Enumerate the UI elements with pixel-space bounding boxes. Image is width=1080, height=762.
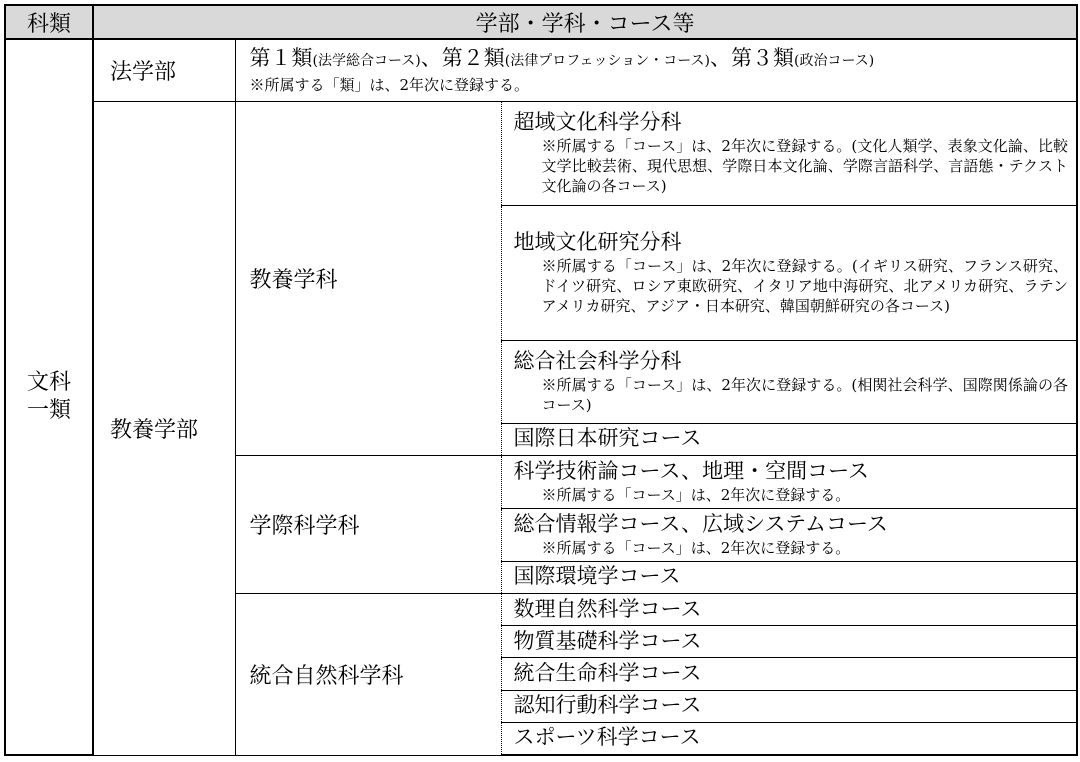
law-note: ※所属する「類」は、2年次に登録する。 — [249, 76, 530, 95]
course-cell — [501, 423, 1077, 455]
course-title: 超域文化科学分科 — [513, 110, 682, 135]
course-title: 総合社会科学分科 — [513, 348, 682, 373]
course-cell — [501, 626, 1077, 658]
department-cell: 学際科学科 — [235, 455, 501, 593]
law-row — [5, 39, 1077, 101]
law-group-course: (法律プロフェッション・コース) — [504, 53, 710, 70]
course-title: スポーツ科学コース — [513, 725, 701, 750]
category-cell — [5, 39, 93, 755]
course-note: ※所属する「コース」は、2年次に登録する。 — [541, 485, 851, 504]
law-groups — [250, 44, 1069, 75]
course-cell — [501, 561, 1077, 593]
law-group-name: 、第３類 — [709, 46, 794, 71]
category-label: 文科 一類 — [26, 370, 71, 424]
course-cell — [501, 594, 1077, 626]
header-category: 科類 — [5, 5, 93, 39]
header-units: 学部・学科・コース等 — [93, 5, 1077, 39]
course-title: 物質基礎科学コース — [513, 628, 702, 653]
department-cell: 統合自然科学科 — [235, 594, 501, 755]
course-cell — [501, 690, 1077, 722]
course-cell — [501, 658, 1077, 690]
course-cell — [501, 102, 1077, 206]
course-cell — [501, 508, 1077, 561]
faculty-liberal-arts: 教養学部 — [93, 102, 235, 755]
course-note: ※所属する「コース」は、2年次に登録する。 — [541, 538, 851, 557]
law-group-course: (政治コース) — [793, 53, 875, 70]
law-group-name: 第１類 — [249, 46, 313, 71]
course-title: 数理自然科学コース — [513, 596, 702, 621]
course-note: ※所属する「コース」は、2年次に登録する。(イギリス研究、フランス研究、ドイツ研究、ロシア東欧研究、イタリア地中海研究、北アメリカ研究、ラテンアメリカ研究、アジア・日本研究、韓国朝鮮研究の各コース) — [541, 256, 1069, 315]
law-group-name: 、第２類 — [420, 46, 505, 71]
faculty-law: 法学部 — [93, 39, 235, 101]
course-title: 国際環境学コース — [513, 564, 681, 589]
course-title: 統合生命科学コース — [513, 660, 702, 685]
course-row — [5, 102, 1077, 206]
course-cell — [501, 455, 1077, 508]
law-detail — [235, 39, 1077, 101]
department-cell: 教養学科 — [235, 102, 501, 456]
law-group-course: (法学総合コース) — [312, 53, 421, 70]
course-title: 総合情報学コース、広域システムコース — [513, 511, 888, 536]
course-cell — [501, 340, 1077, 423]
course-note: ※所属する「コース」は、2年次に登録する。(文化人類学、表象文化論、比較文学比較芸術、現代思想、学際日本文化論、学際言語科学、言語態・テクスト文化論の各コース) — [541, 137, 1069, 196]
course-cell — [501, 722, 1077, 755]
course-note: ※所属する「コース」は、2年次に登録する。(相関社会科学、国際関係論の各コース) — [541, 375, 1069, 414]
course-cell — [501, 205, 1077, 340]
course-title: 認知行動科学コース — [513, 693, 702, 718]
course-title: 国際日本研究コース — [513, 426, 702, 451]
course-title: 地域文化研究分科 — [513, 229, 682, 254]
faculty-course-table — [4, 4, 1078, 756]
table-header-row — [5, 5, 1077, 39]
course-title: 科学技術論コース、地理・空間コース — [513, 458, 870, 483]
